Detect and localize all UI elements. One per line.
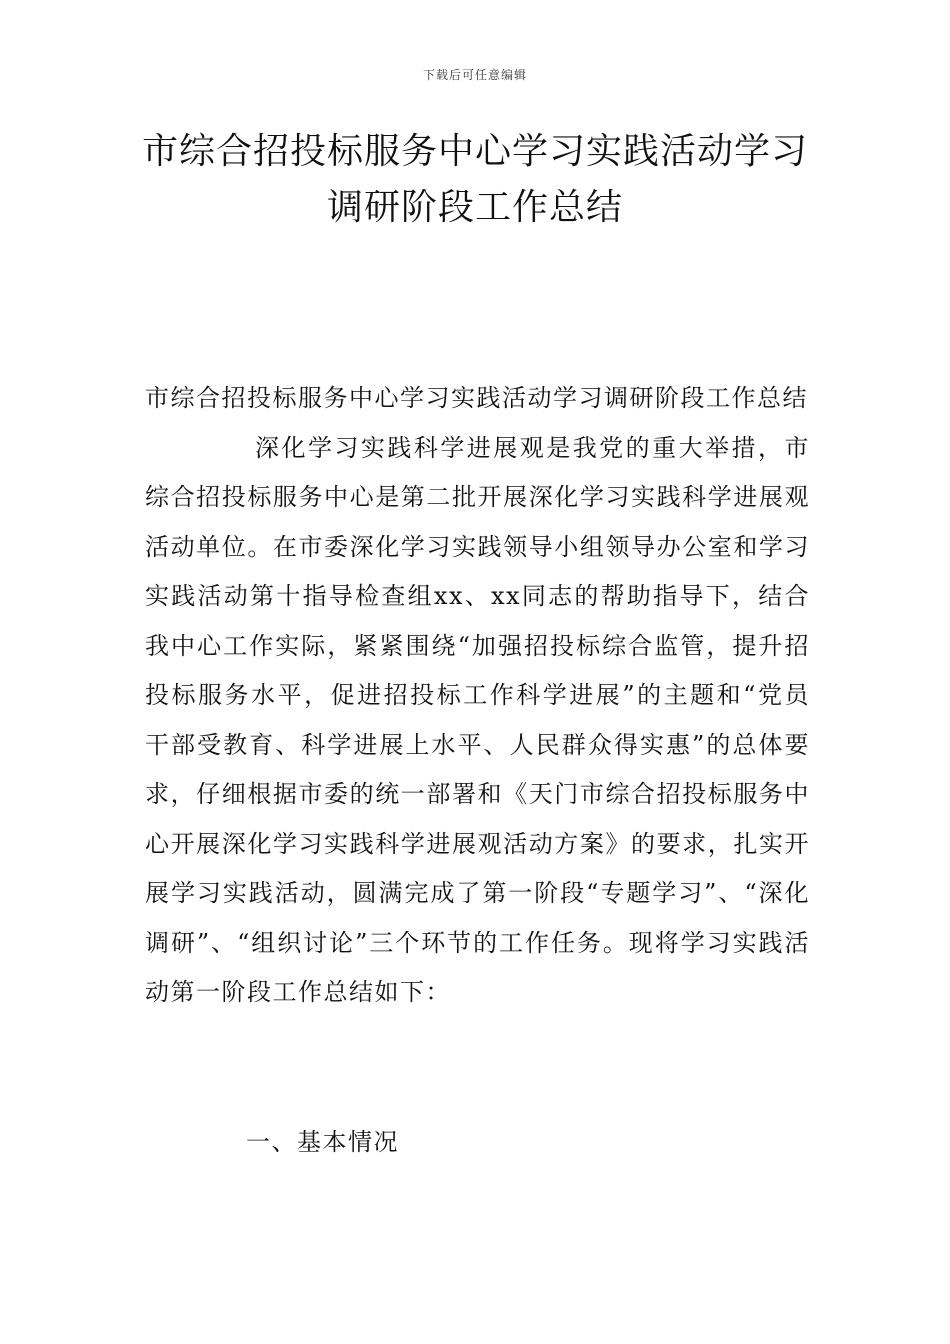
body-paragraph: 深化学习实践科学进展观是我党的重大举措，市综合招投标服务中心是第二批开展深化学习实践科学进展观活动单位。在市委深化学习实践领导小组领导办公室和学习实践活动第十指导检查组xx、xx同志的帮助指导下，结合我中心工作实际，紧紧围绕“加强招投标综合监管，提升招投标服务水平，促进招投标工作科学进展”的主题和“党员干部受教育、科学进展上水平、人民群众得实惠”的总体要求，仔细根据市委的统一部署和《天门市综合招投标服务中心开展深化学习实践科学进展观活动方案》的要求，扎实开展学习实践活动，圆满完成了第一阶段“专题学习”、“深化调研”、“组织讨论”三个环节的工作任务。现将学习实践活动第一阶段工作总结如下： (145, 433, 810, 1006)
header-note: 下载后可任意编辑 (422, 68, 527, 82)
document-title (130, 124, 820, 236)
title-line-1: 市综合招投标服务中心学习实践活动学习 (141, 131, 808, 172)
document-body (145, 374, 810, 1018)
subtitle-paragraph: 市综合招投标服务中心学习实践活动学习调研阶段工作总结 (145, 384, 808, 412)
title-line-2: 调研阶段工作总结 (326, 187, 623, 228)
section-heading: 一、基本情况 (246, 1128, 399, 1156)
